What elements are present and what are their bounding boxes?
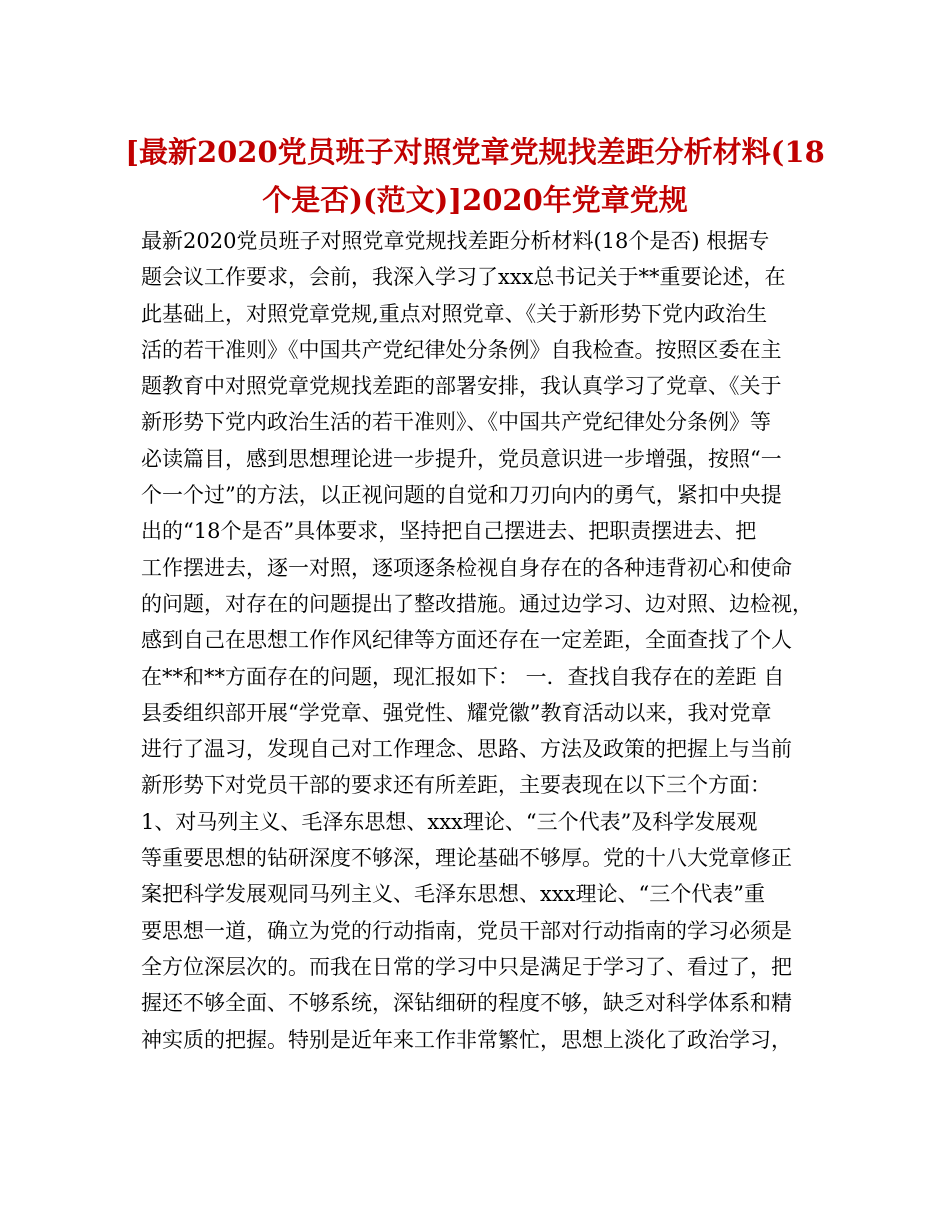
title-line-2: 个是否)(范文)]2020年党章党规: [262, 183, 688, 217]
body-line: 案把科学发展观同马列主义、毛泽东思想、xxx理论、“三个代表”重: [141, 882, 765, 907]
body-line: 在**和**方面存在的问题，现汇报如下： 一．查找自我存在的差距 自: [141, 664, 785, 689]
document-body: [141, 223, 831, 1058]
body-line: 感到自己在思想工作作风纪律等方面还存在一定差距，全面查找了个人: [141, 628, 792, 653]
title-line-1: [最新2020党员班子对照党章党规找差距分析材料(18: [125, 135, 825, 169]
body-line: 此基础上，对照党章党规,重点对照党章、《关于新形势下党内政治生: [141, 301, 768, 326]
body-line: 个一个过”的方法，以正视问题的自觉和刀刃向内的勇气，紧扣中央提: [141, 483, 782, 508]
body-line: 出的“18个是否”具体要求，坚持把自己摆进去、把职责摆进去、把: [141, 519, 757, 544]
body-line: 1、对马列主义、毛泽东思想、xxx理论、“三个代表”及科学发展观: [141, 809, 758, 834]
body-line: 全方位深层次的。而我在日常的学习中只是满足于学习了、看过了，把: [141, 954, 792, 979]
body-line: 的问题，对存在的问题提出了整改措施。通过边学习、边对照、边检视，: [141, 591, 813, 616]
body-line: 必读篇目，感到思想理论进一步提升，党员意识进一步增强，按照“一: [141, 446, 782, 471]
body-line: 要思想一道，确立为党的行动指南，党员干部对行动指南的学习必须是: [141, 918, 792, 943]
body-line: 神实质的把握。特别是近年来工作非常繁忙，思想上淡化了政治学习，: [141, 1027, 792, 1052]
body-line: 活的若干准则》《中国共产党纪律处分条例》自我检查。按照区委在主: [141, 337, 782, 362]
body-line: 等重要思想的钻研深度不够深，理论基础不够厚。党的十八大党章修正: [141, 846, 792, 871]
body-line: 握还不够全面、不够系统，深钻细研的程度不够，缺乏对科学体系和精: [141, 991, 792, 1016]
body-line: 最新2020党员班子对照党章党规找差距分析材料(18个是否) 根据专: [141, 229, 770, 253]
body-line: 题会议工作要求，会前，我深入学习了xxx总书记关于**重要论述，在: [141, 265, 786, 290]
body-line: 县委组织部开展“学党章、强党性、耀党徽”教育活动以来，我对党章: [141, 700, 772, 725]
body-line: 题教育中对照党章党规找差距的部署安排，我认真学习了党章、《关于: [141, 374, 782, 399]
body-line: 新形势下对党员干部的要求还有所差距，主要表现在以下三个方面：: [141, 773, 771, 798]
document-title: [120, 128, 830, 224]
body-line: 进行了温习，发现自己对工作理念、思路、方法及政策的把握上与当前: [141, 737, 792, 762]
body-line: 工作摆进去，逐一对照，逐项逐条检视自身存在的各种违背初心和使命: [141, 555, 792, 580]
body-line: 新形势下党内政治生活的若干准则》、《中国共产党纪律处分条例》等: [141, 410, 771, 435]
